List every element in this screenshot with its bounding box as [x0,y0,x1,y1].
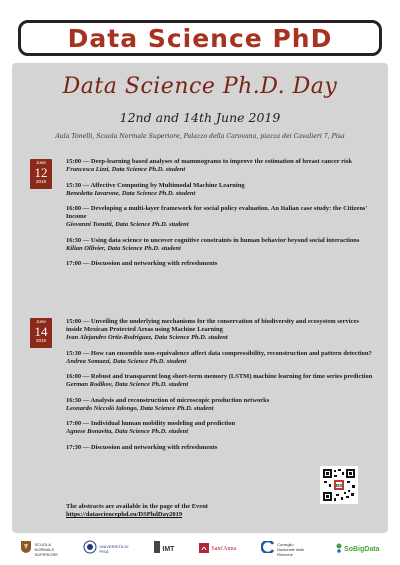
talk-title: 16:30 — Analysis and reconstruction of microscopic production networks [66,396,270,404]
talk-title: 16:00 — Developing a multi-layer framework for social policy evaluation. An Italian case study: the Citizens' Income [66,205,368,220]
imt-logo-icon [154,540,160,558]
partner-logos [0,536,400,562]
calendar-month: June [36,160,46,165]
talk-author: Benedetta Iavarone, Data Science Ph.D. student [66,189,196,197]
abstracts-text: The abstracts are available in the page of the Event [66,503,208,510]
talk-author: German Rodikov, Data Science Ph.D. student [66,381,189,388]
calendar-day: 14 [34,324,48,339]
sobigdata-logo-icon [336,540,342,558]
calendar-icon [30,318,52,348]
calendar-year: 2019 [35,179,46,184]
calendar-year: 2019 [35,338,46,343]
talk-item [66,350,376,366]
abstracts-note [66,503,306,519]
logo-label: IMT [162,545,175,553]
talk-author: Leonardo Niccolò Ialongo, Data Science Ph.D. student [66,404,214,412]
talk-item [66,373,376,389]
sns-seal-icon [20,540,32,559]
santanna-logo-icon [199,540,209,558]
talk-author: Ivan Alejandro Ortiz-Rodriguez, Data Science Ph.D. student [66,334,228,341]
logo-cnr[interactable] [261,540,311,558]
logo-imt[interactable] [154,540,174,558]
svg-text:DS: DS [335,483,343,488]
logo-unipi[interactable] [83,540,129,559]
logo-label: Consiglio Nazionale delle Ricerche [277,541,305,557]
talk-item [66,182,376,198]
banner-title: Data Science PhD [67,23,333,53]
talk-title: 15:00 — Deep-learning based analyses of mammograms to improve the estimation of breast cancer risk [66,158,352,165]
talk-author: Kilian Ollivier, Data Science Ph.D. student [66,244,181,252]
calendar-icon [30,159,52,189]
logo-sobigdata[interactable] [336,540,379,558]
cnr-logo-icon [261,540,275,558]
talk-title: 15:30 — How can ensemble non-equivalence affect data compressibility, reconstruction and pattern detection? [66,349,372,357]
talk-item [66,158,376,174]
unipi-seal-icon [83,540,97,559]
logo-label: UNIVERSITÀ DI PISA [99,544,129,554]
logo-sns[interactable] [20,540,58,559]
talk-title: 16:30 — Using data science to uncover cognitive constraints in human behavior beyond social interactions [66,236,360,244]
abstracts-link[interactable]: https://datasciencephd.eu/DSPhdDay2019 [66,511,183,518]
talk-author: Agnese Bonavita, Data Science Ph.D. student [66,428,189,435]
event-venue: Aula Tonelli, Scuola Normale Superiore, Palazzo della Carovana, piazza dei Cavalieri 7, Pisa [55,133,345,140]
event-title: Data Science Ph.D. Day [62,74,338,99]
logo-label: SCUOLA NORMALE SUPERIORE [34,541,59,557]
logo-santanna[interactable] [199,540,236,558]
day-schedule [66,158,376,276]
talk-title: 15:30 — Affective Computing by Multimodal Machine Learning [66,181,245,189]
qr-code-icon[interactable] [320,466,358,504]
talk-title: 17:30 — Discussion and networking with refreshments [66,443,218,451]
talk-author: Giovanni Tonutti, Data Science Ph.D. student [66,221,189,228]
talk-item [66,205,376,229]
talk-item [66,237,376,253]
day-schedule [66,318,376,459]
talk-title: 16:00 — Robust and transparent long short-term memory (LSTM) machine learning for time series prediction [66,373,373,380]
talk-title: 17:00 — Individual human mobility modeling and prediction [66,420,236,427]
calendar-month: June [36,319,46,324]
talk-author: Francesca Lizzi, Data Science Ph.D. student [66,166,186,173]
talk-item [66,260,376,268]
talk-item [66,318,376,342]
calendar-day: 12 [34,165,48,180]
logo-label: Sant'Anna [211,545,237,552]
program-banner [18,20,382,56]
talk-title: 15:00 — Unveiling the underlying mechanisms for the conservation of biodiversity and ecosystem services inside Mexican Protected Areas using Machine Learning [66,318,359,333]
talk-item [66,420,376,436]
talk-author: Andrea Somazzi, Data Science Ph.D. student [66,357,187,365]
talk-item [66,397,376,413]
event-dates: 12nd and 14th June 2019 [119,110,281,125]
logo-label: SoBigData [344,545,380,553]
talk-item [66,444,376,452]
talk-title: 17:00 — Discussion and networking with refreshments [66,260,218,267]
